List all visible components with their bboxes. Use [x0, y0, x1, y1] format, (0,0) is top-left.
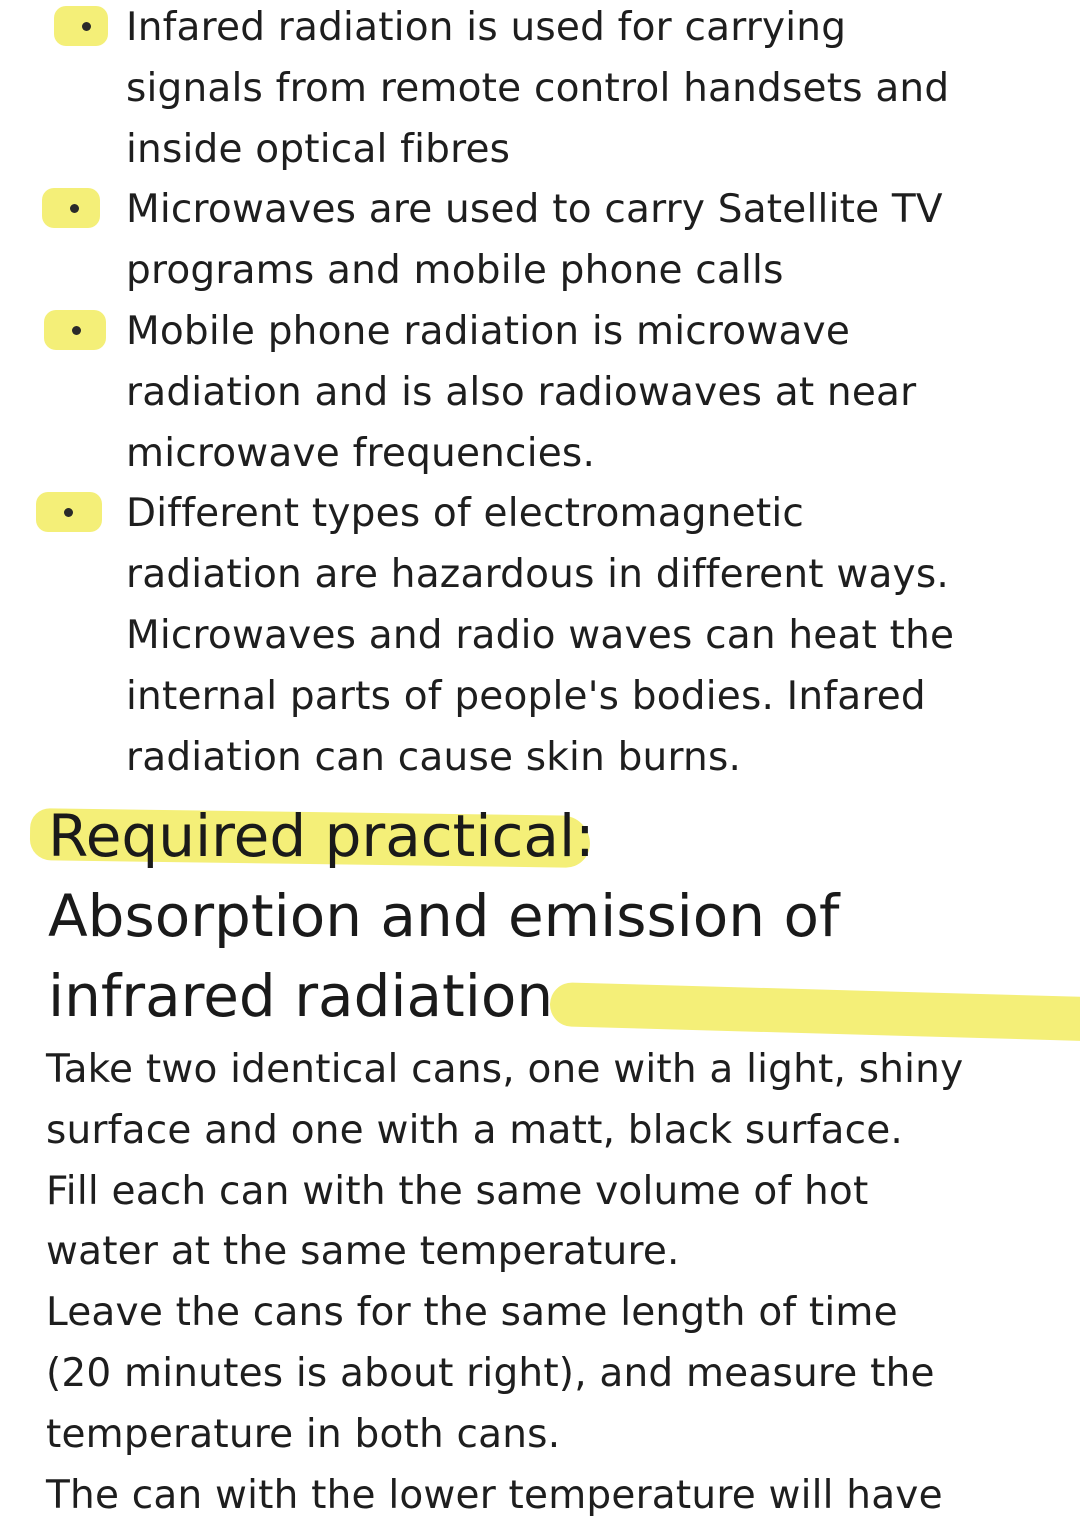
bullet-highlight [42, 188, 100, 228]
bullet-item [0, 302, 1080, 484]
method-paragraph [46, 1040, 1056, 1526]
bullet-item [0, 0, 1080, 180]
bullet-highlight [36, 492, 102, 532]
bullet-dot-icon [82, 22, 91, 31]
bullet-item [0, 484, 1080, 788]
bullet-highlight [44, 310, 106, 350]
bullet-highlight [54, 6, 108, 46]
bullet-line: radiation can cause skin burns. [126, 734, 742, 780]
bullet-line: radiation are hazardous in different ways. [126, 552, 949, 598]
bullet-item [0, 180, 1080, 302]
method-line: surface and one with a matt, black surface. [46, 1107, 904, 1153]
bullet-line: Different types of electromagnetic [126, 491, 805, 537]
bullet-line: signals from remote control handsets and [126, 65, 950, 111]
method-line: The can with the lower temperature will have [46, 1472, 943, 1518]
title-line: Absorption and emission of [48, 882, 840, 950]
method-line: temperature in both cans. [46, 1411, 561, 1457]
bullet-line: Mobile phone radiation is microwave [126, 308, 851, 354]
bullet-line: internal parts of people's bodies. Infared [126, 673, 926, 719]
method-line: Take two identical cans, one with a light, shiny [46, 1047, 964, 1092]
method-line: (20 minutes is about right), and measure the [46, 1350, 935, 1396]
bullet-dot-icon [70, 204, 79, 213]
bullet-line: radiation and is also radiowaves at near [126, 369, 917, 415]
title-line: infrared radiation [48, 962, 554, 1030]
practical-heading: Required practical: [48, 802, 595, 870]
bullet-line: inside optical fibres [126, 126, 511, 172]
method-line: water at the same temperature. [46, 1229, 680, 1275]
bullet-dot-icon [64, 508, 73, 517]
method-line: Fill each can with the same volume of hot [46, 1168, 869, 1214]
bullet-line: Microwaves are used to carry Satellite TV [126, 187, 943, 233]
bullet-line: programs and mobile phone calls [126, 248, 784, 294]
bullet-line: microwave frequencies. [126, 430, 596, 476]
bullet-line: Infared radiation is used for carrying [126, 5, 847, 50]
method-line: Leave the cans for the same length of time [46, 1290, 898, 1336]
bullet-line: Microwaves and radio waves can heat the [126, 612, 955, 658]
practical-title [48, 876, 839, 1036]
bullet-dot-icon [72, 326, 81, 335]
